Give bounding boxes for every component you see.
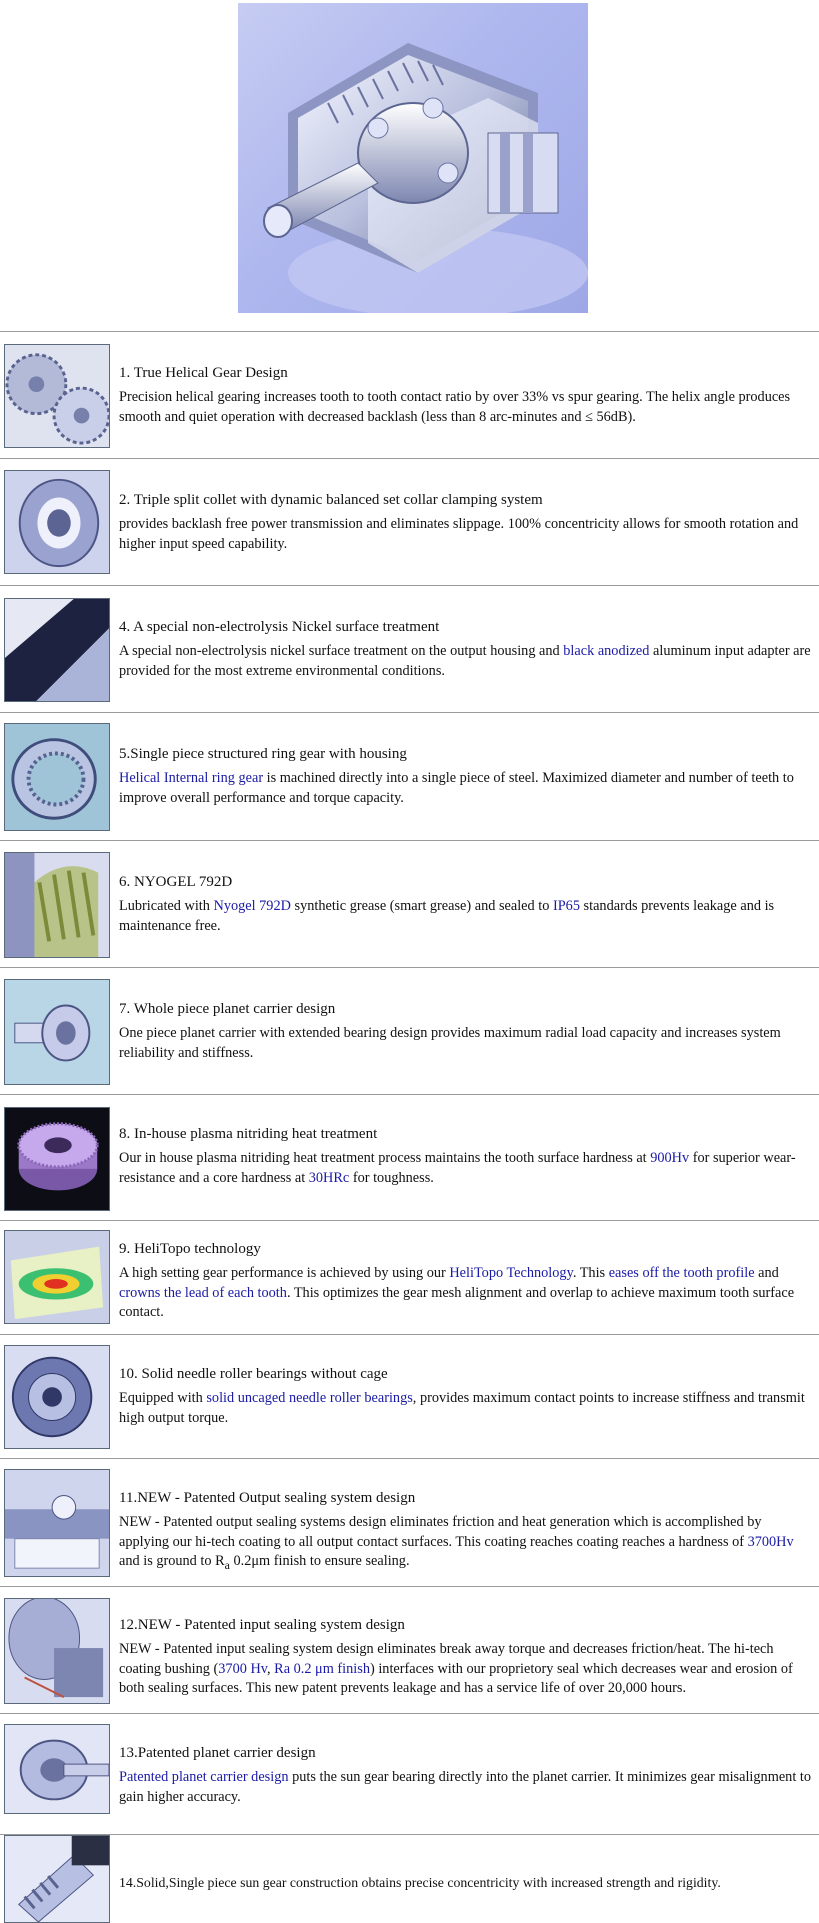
feature-link[interactable]: IP65	[552, 898, 580, 914]
description-text: A high setting gear performance is achieved by using our	[119, 1265, 450, 1281]
sun-gear-icon	[4, 1835, 110, 1923]
feature-text	[119, 1616, 815, 1699]
description-text: and is ground to R	[119, 1553, 225, 1569]
feature-link[interactable]: 3700 Hv	[218, 1660, 267, 1677]
description-text: aluminum input adapter are provided for the most extreme environmental conditions.	[119, 643, 811, 679]
feature-description	[119, 1389, 815, 1428]
feature-title: 1. True Helical Gear Design	[119, 365, 288, 381]
helical-gears-icon	[4, 344, 110, 448]
description-text: One piece planet carrier with extended bearing design provides maximum radial load capacity and increases system reliability and stiffness.	[119, 1025, 781, 1061]
feature-text	[119, 873, 815, 936]
feature-link[interactable]: solid uncaged needle roller bearings	[206, 1390, 413, 1406]
feature-text	[119, 1489, 815, 1575]
description-text: for toughness.	[349, 1169, 434, 1186]
feature-description	[119, 1149, 815, 1188]
feature-row	[0, 1586, 819, 1713]
feature-text	[119, 1744, 815, 1807]
description-text: . This optimizes the gear mesh alignment and overlap to achieve maximum tooth surface contact.	[119, 1284, 795, 1320]
feature-title: 7. Whole piece planet carrier design	[119, 1001, 336, 1017]
feature-description	[119, 1513, 815, 1575]
feature-row	[0, 1713, 819, 1834]
description-text: for superior wear-resistance and a core hardness at	[119, 1150, 796, 1186]
feature-text	[119, 364, 815, 427]
feature-title: 9. HeliTopo technology	[119, 1241, 261, 1257]
feature-row	[0, 585, 819, 712]
feature-row	[0, 1094, 819, 1220]
housing-surface-icon	[4, 598, 110, 702]
description-text: Our in house plasma nitriding heat treatment process maintains the tooth surface hardness at	[119, 1150, 651, 1166]
feature-title: 2. Triple split collet with dynamic balanced set collar clamping system	[119, 492, 543, 508]
gearbox-cutaway-illustration	[238, 3, 588, 313]
description-text: Lubricated with	[119, 898, 214, 914]
nitrided-gear-icon	[4, 1107, 110, 1211]
gearbox-hero-image	[238, 3, 588, 313]
feature-title: 5.Single piece structured ring gear with housing	[119, 746, 407, 762]
feature-link[interactable]: black anodized	[563, 643, 650, 659]
description-text: Precision helical gearing increases tooth to tooth contact ratio by over 33% vs spur gearing. The helix angle produces smooth and quiet operation with decreased backlash (less than 8 arc-minutes and ≤ 56dB).	[119, 389, 791, 425]
feature-description	[119, 1024, 815, 1063]
feature-row	[0, 1334, 819, 1458]
description-text: ) interfaces with our proprietory seal which decreases wear and erosion of both sealing surfaces. This new patent prevents leakage and has a service life of over 20,000 hours.	[119, 1660, 793, 1696]
feature-title: 6. NYOGEL 792D	[119, 874, 233, 890]
planet-carrier-icon	[4, 979, 110, 1085]
feature-link[interactable]: crowns the lead of each tooth	[119, 1284, 287, 1301]
description-text: Equipped with	[119, 1390, 207, 1406]
feature-link[interactable]: eases off the tooth profile	[608, 1265, 755, 1281]
feature-row	[0, 331, 819, 458]
needle-bearing-icon	[4, 1345, 110, 1449]
description-text: standards prevents leakage and is maintenance free.	[119, 898, 775, 934]
contact-pattern-icon	[4, 1230, 110, 1324]
grease-gear-icon	[4, 852, 110, 958]
feature-description	[119, 897, 815, 936]
description-text: 14.Solid,Single piece sun gear construction obtains precise concentricity with increased strength and rigidity.	[119, 1875, 721, 1890]
description-text: NEW - Patented input sealing system design eliminates break away torque and decreases friction/heat. The hi-tech coating bushing (	[119, 1641, 774, 1677]
feature-description	[119, 388, 815, 427]
feature-link[interactable]: Helical Internal ring gear	[119, 770, 264, 786]
feature-link[interactable]: Ra 0.2 μm finish	[274, 1660, 370, 1677]
feature-text	[119, 491, 815, 554]
feature-text	[119, 618, 815, 681]
feature-description	[119, 642, 815, 681]
feature-description	[119, 515, 815, 554]
feature-link[interactable]: Nyogel 792D	[213, 898, 291, 914]
feature-description	[119, 1264, 815, 1323]
description-text: ,	[267, 1660, 275, 1677]
feature-text	[119, 1873, 815, 1892]
feature-text	[119, 1365, 815, 1428]
feature-row	[0, 840, 819, 967]
description-text: A special non-electrolysis nickel surface treatment on the output housing and	[119, 643, 564, 659]
feature-title: 11.NEW - Patented Output sealing system design	[119, 1490, 416, 1506]
feature-description	[119, 1768, 815, 1807]
feature-description	[119, 1873, 815, 1892]
feature-link[interactable]: 900Hv	[650, 1150, 690, 1166]
description-text: synthetic grease (smart grease) and sealed to	[290, 898, 553, 914]
feature-row	[0, 458, 819, 585]
feature-text	[119, 1000, 815, 1063]
collet-icon	[4, 470, 110, 574]
feature-link[interactable]: HeliTopo Technology	[449, 1265, 573, 1281]
feature-text	[119, 1240, 815, 1323]
feature-row	[0, 712, 819, 840]
feature-link[interactable]: 3700Hv	[747, 1533, 794, 1550]
feature-link[interactable]: Patented planet carrier design	[119, 1769, 289, 1785]
description-text: puts the sun gear bearing directly into the planet carrier. It minimizes gear misalignment to gain higher accuracy.	[119, 1769, 811, 1805]
carrier-bearing-icon	[4, 1724, 110, 1814]
feature-title: 12.NEW - Patented input sealing system design	[119, 1617, 405, 1633]
feature-title: 8. In-house plasma nitriding heat treatment	[119, 1126, 378, 1142]
output-seal-icon	[4, 1469, 110, 1577]
subscript-text: a	[224, 1557, 230, 1572]
description-text: 0.2μm finish to ensure sealing.	[229, 1553, 410, 1569]
description-text: provides backlash free power transmission and eliminates slippage. 100% concentricity allows for smooth rotation and higher input speed capability.	[119, 516, 799, 552]
description-text: NEW - Patented output sealing systems design eliminates friction and heat generation which is accomplished by applying our hi-tech coating to all output contact surfaces. This coating reaches coating reaches a hardness of	[119, 1514, 762, 1550]
feature-description	[119, 769, 815, 808]
ring-gear-icon	[4, 723, 110, 831]
feature-row	[0, 1220, 819, 1334]
description-text: . This	[572, 1265, 609, 1281]
feature-text	[119, 745, 815, 808]
feature-row	[0, 1834, 819, 1923]
description-text: is machined directly into a single piece of steel. Maximized diameter and number of teeth to improve overall performance and torque capacity.	[119, 770, 794, 806]
feature-row	[0, 1458, 819, 1586]
description-text: , provides maximum contact points to increase stiffness and transmit high output torque.	[119, 1390, 805, 1426]
feature-row	[0, 967, 819, 1094]
feature-title: 4. A special non-electrolysis Nickel surface treatment	[119, 619, 440, 635]
input-seal-icon	[4, 1598, 110, 1704]
feature-link[interactable]: 30HRc	[308, 1169, 350, 1186]
feature-description	[119, 1640, 815, 1699]
feature-text	[119, 1125, 815, 1188]
description-text: and	[754, 1265, 779, 1281]
feature-title: 13.Patented planet carrier design	[119, 1745, 316, 1761]
feature-title: 10. Solid needle roller bearings without cage	[119, 1366, 388, 1382]
